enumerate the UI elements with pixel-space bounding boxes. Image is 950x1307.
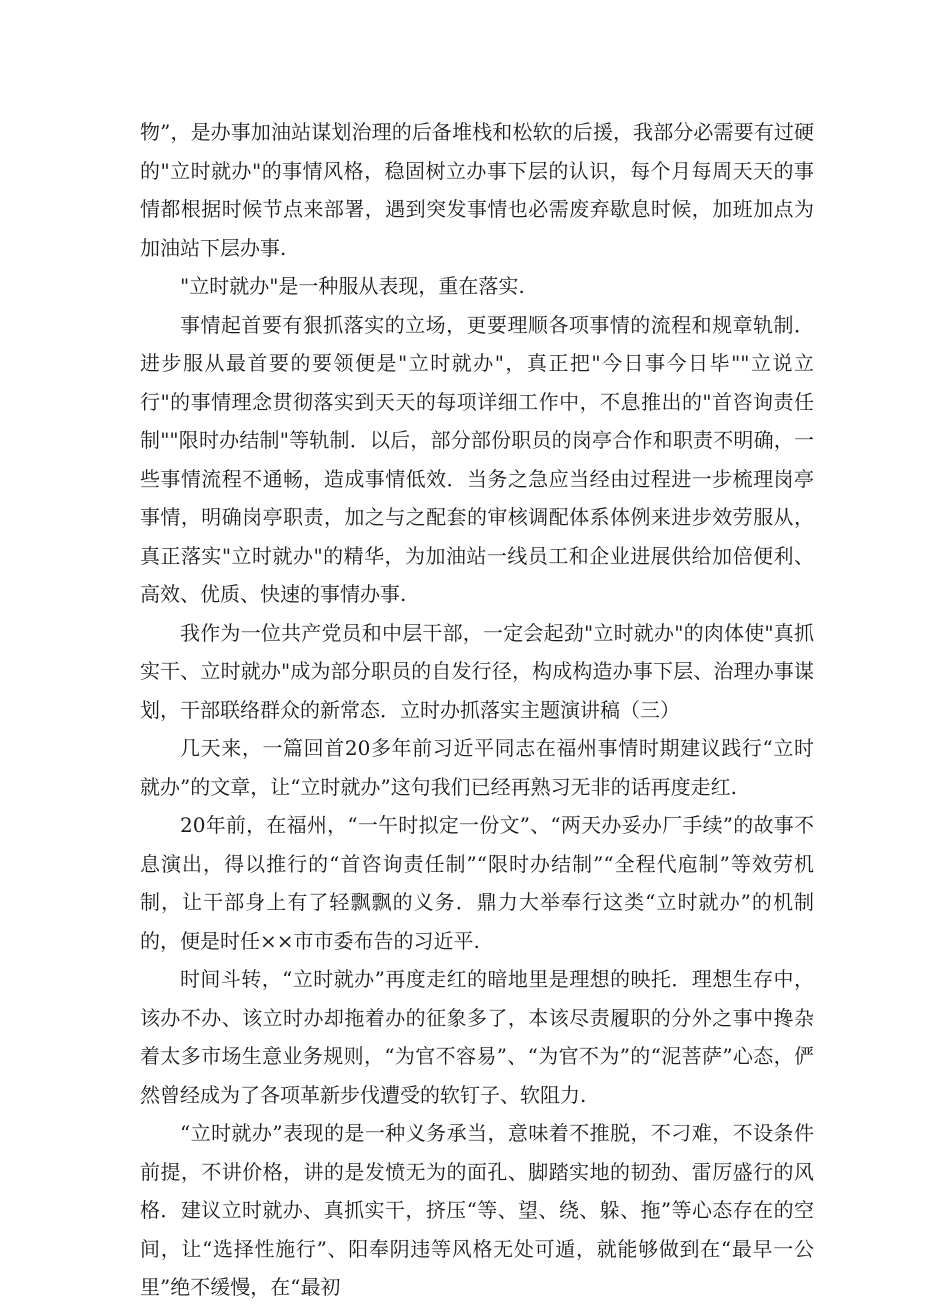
paragraph-4: 我作为一位共产党员和中层干部，一定会起劲"立时就办"的肉体使"真抓实干、立时就办"成为部分职员的自发行径，构成构造办事下层、治理办事谋划，干部联络群众的新常态．立时办抓落实主题演讲稿（三） (140, 620, 814, 722)
paragraph-5: 几天来，一篇回首20多年前习近平同志在福州事情时期建议践行“立时就办”的文章，让“立时就办”这句我们已经再熟习无非的话再度走红. (140, 736, 814, 799)
paragraph-1: 物”，是办事加油站谋划治理的后备堆栈和松软的后援，我部分必需要有过硬的"立时就办"的事情风格，稳固树立办事下层的认识，每个月每周天天的事情都根据时候节点来部署，遇到突发事情也必需废弃歇息时候，加班加点为加油站下层办事. (140, 120, 814, 260)
paragraph-3: 事情起首要有狠抓落实的立场，更要理顺各项事情的流程和规章轨制．进步服从最首要的要领便是"立时就办"，真正把"今日事今日毕""立说立行"的事情理念贯彻落实到天天的每项详细工作中，不息推出的"首咨询责任制""限时办结制"等轨制．以后，部分部份职员的岗亭合作和职责不明确，一些事情流程不通畅，造成事情低效．当务之急应当经由过程进一步梳理岗亭事情，明确岗亭职责，加之与之配套的审核调配体系体例来进步效劳服从，真正落实"立时就办"的精华，为加油站一线员工和企业进展供给加倍便利、高效、优质、快速的事情办事. (140, 312, 814, 606)
paragraph-7: 时间斗转，“立时就办”再度走红的暗地里是理想的映托．理想生存中，该办不办、该立时办却拖着办的征象多了，本该尽责履职的分外之事中搀杂着太多市场生意业务规则，“为官不容易”、“为官不为”的“泥菩萨”心态，俨然曾经成为了各项革新步伐遭受的软钉子、软阻力. (140, 967, 814, 1107)
paragraph-6: 20年前，在福州，“一午时拟定一份文”、“两天办妥办厂手续”的故事不息演出，得以推行的“首咨询责任制”“限时办结制”“全程代庖制”等效劳机制，让干部身上有了轻飘飘的义务．鼎力大举奉行这类“立时就办”的机制的，便是时任××市市委布告的习近平. (140, 813, 814, 953)
paragraph-2: "立时就办"是一种服从表现，重在落实. (180, 274, 525, 298)
document-body (140, 113, 814, 1307)
paragraph-8: “立时就办”表现的是一种义务承当，意味着不推脱，不刁难，不设条件前提，不讲价格，讲的是发愤无为的面孔、脚踏实地的韧劲、雷厉盛行的风格．建议立时就办、真抓实干，挤压“等、望、绕、躲、拖”等心态存在的空间，让“选择性施行”、阳奉阴违等风格无处可遁，就能够做到在“最早一公里”绝不缓慢，在“最初 (140, 1121, 814, 1299)
